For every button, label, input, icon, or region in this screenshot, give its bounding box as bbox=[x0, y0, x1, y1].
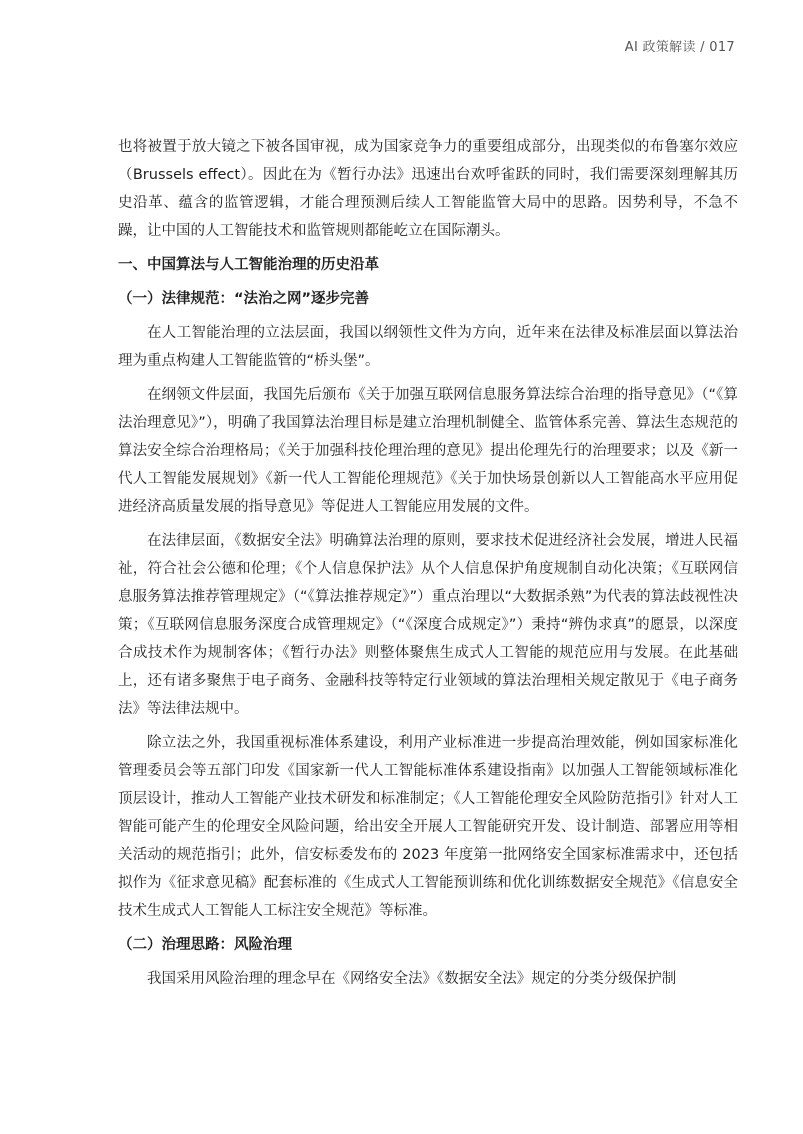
paragraph-legislation-overview: 在人工智能治理的立法层面，我国以纲领性文件为方向，近年来在法律及标准层面以算法治理为重点构建人工智能监管的“桥头堡”。 bbox=[118, 325, 738, 369]
subsection-heading-legal-norms: （一）法律规范：“法治之网”逐步完善 bbox=[118, 291, 370, 307]
subsection-heading-governance-approach: （二）治理思路：风险治理 bbox=[118, 937, 292, 953]
page-body bbox=[118, 133, 738, 995]
section-heading: 一、中国算法与人工智能治理的历史沿革 bbox=[118, 257, 379, 273]
paragraph-continuation: 也将被置于放大镜之下被各国审视，成为国家竞争力的重要组成部分，出现类似的布鲁塞尔效应（Brussels effect）。因此在为《暂行办法》迅速出台欢呼雀跃的同时，我们需要深刻理解其历史沿革、蕴含的监管逻辑，才能合理预测后续人工智能监管大局中的思路。因势利导，不急不躁，让中国的人工智能技术和监管规则都能屹立在国际潮头。 bbox=[118, 139, 738, 239]
paragraph-risk-governance: 我国采用风险治理的理念早在《网络安全法》《数据安全法》规定的分类分级保护制 bbox=[147, 971, 677, 987]
paragraph-guiding-documents: 在纲领文件层面，我国先后颁布《关于加强互联网信息服务算法综合治理的指导意见》（“《算法治理意见》”），明确了我国算法治理目标是建立治理机制健全、监管体系完善、算法生态规范的算法安全综合治理格局；《关于加强科技伦理治理的意见》提出伦理先行的治理要求；以及《新一代人工智能发展规划》《新一代人工智能伦理规范》《关于加快场景创新以人工智能高水平应用促进经济高质量发展的指导意见》等促进人工智能应用发展的文件。 bbox=[118, 387, 738, 515]
paragraph-legal-level: 在法律层面，《数据安全法》明确算法治理的原则，要求技术促进经济社会发展，增进人民福祉，符合社会公德和伦理；《个人信息保护法》从个人信息保护角度规制自动化决策；《互联网信息服务算法推荐管理规定》（“《算法推荐规定》”）重点治理以“大数据杀熟”为代表的算法歧视性决策；《互联网信息服务深度合成管理规定》（“《深度合成规定》”）秉持“辨伪求真”的愿景，以深度合成技术作为规制客体；《暂行办法》则整体聚焦生成式人工智能的规范应用与发展。在此基础上，还有诸多聚焦于电子商务、金融科技等特定行业领域的算法治理相关规定散见于《电子商务法》等法律法规中。 bbox=[118, 533, 738, 717]
paragraph-standards: 除立法之外，我国重视标准体系建设，利用产业标准进一步提高治理效能，例如国家标准化管理委员会等五部门印发《国家新一代人工智能标准体系建设指南》以加强人工智能领域标准化顶层设计，推动人工智能产业技术研发和标准制定；《人工智能伦理安全风险防范指引》针对人工智能可能产生的伦理安全风险问题，给出安全开展人工智能研究开发、设计制造、部署应用等相关活动的规范指引；此外，信安标委发布的 2023 年度第一批网络安全国家标准需求中，还包括拟作为《征求意见稿》配套标准的《生成式人工智能预训练和优化训练数据安全规范》《信息安全技术生成式人工智能人工标注安全规范》等标准。 bbox=[118, 735, 738, 919]
running-header: AI 政策解读 / 017 bbox=[624, 40, 735, 55]
